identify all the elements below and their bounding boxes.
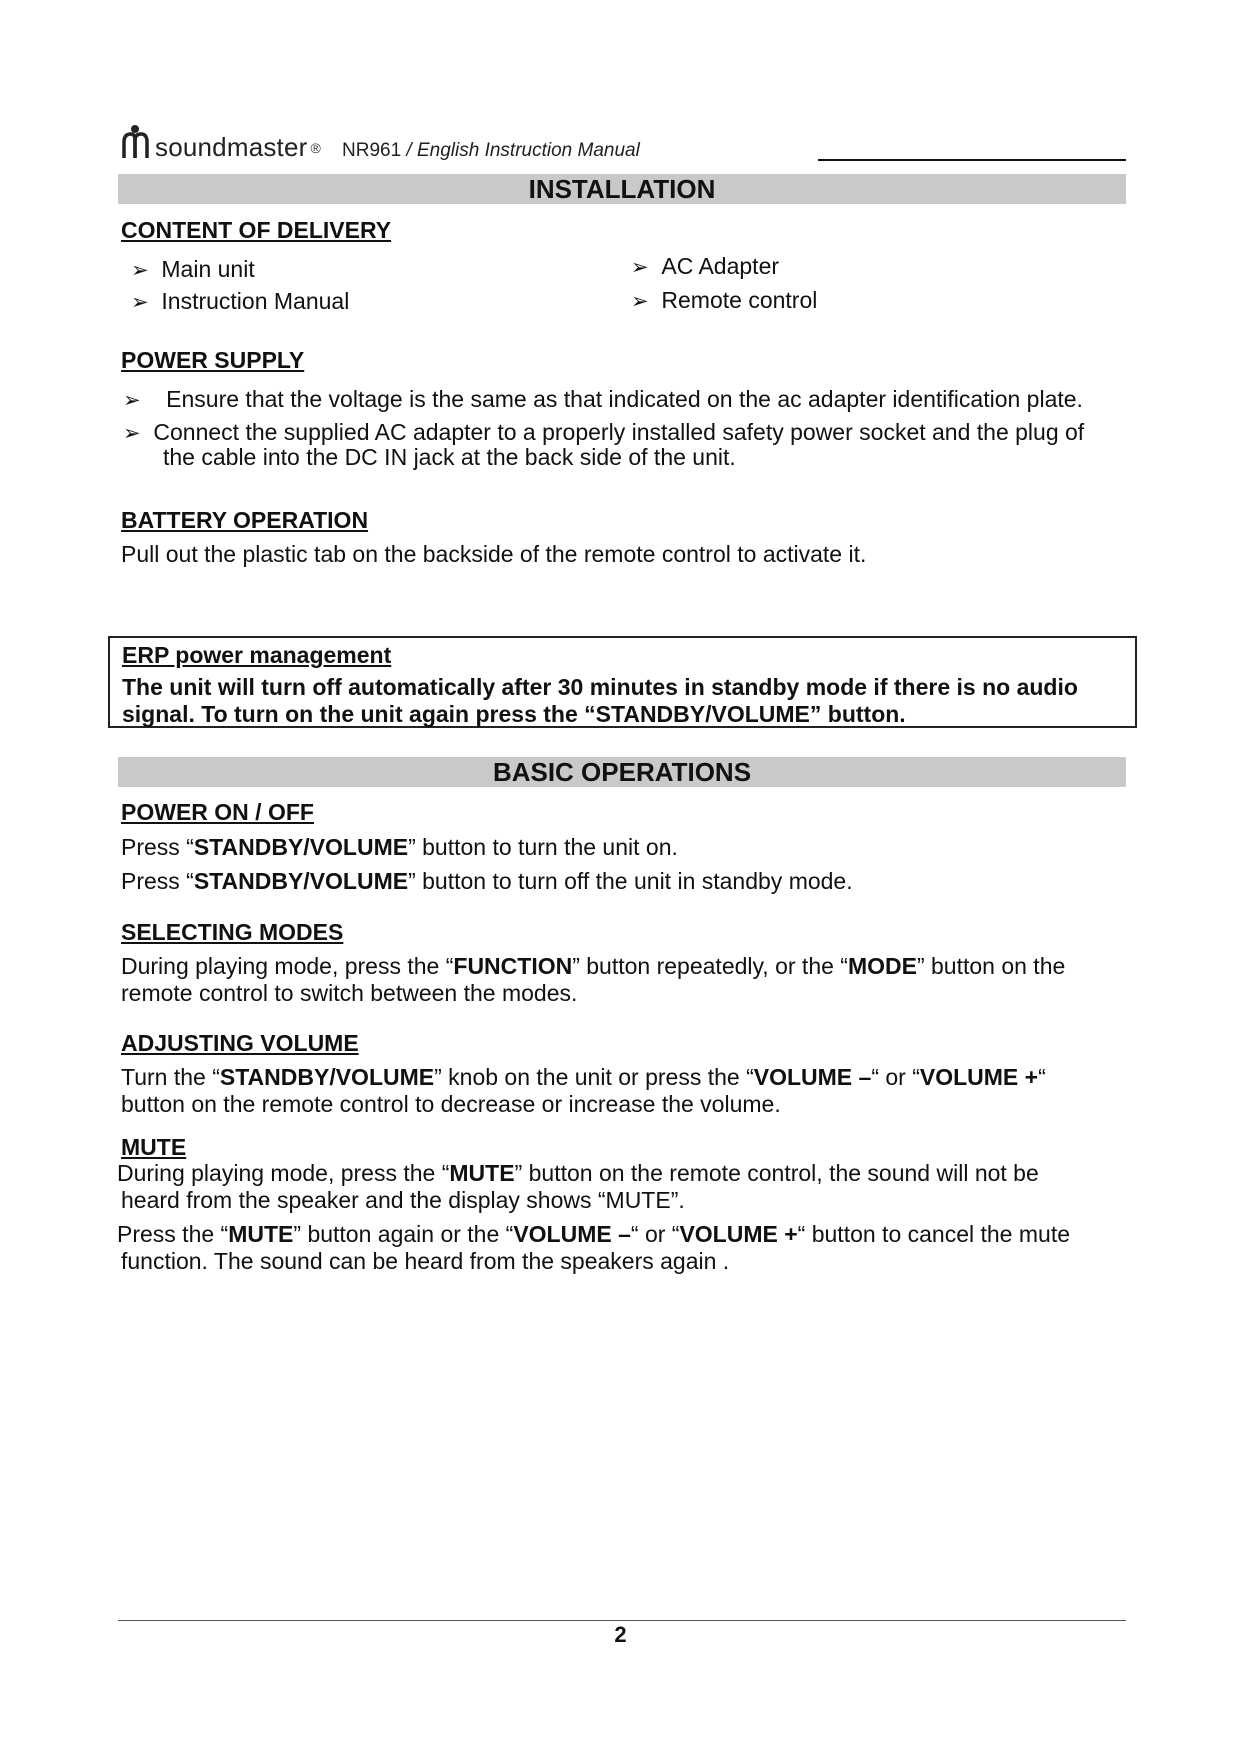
arrowhead-bullet-icon: ➢ (123, 422, 141, 445)
power-supply-heading: POWER SUPPLY (121, 347, 305, 373)
arrowhead-bullet-icon: ➢ (131, 259, 149, 282)
footer-rule (118, 1620, 1126, 1621)
header-rule (818, 159, 1126, 161)
delivery-item: ➢ AC Adapter (631, 253, 780, 279)
page-number: 2 (614, 1622, 627, 1647)
selecting-modes-heading: SELECTING MODES (121, 919, 344, 945)
installation-section-title: INSTALLATION (118, 174, 1126, 204)
basic-operations-section-title: BASIC OPERATIONS (118, 757, 1126, 787)
mute-cancel-text: Press the “MUTE” button again or the “VOLUME –“ or “VOLUME +“ button to cancel the mute (117, 1221, 1070, 1247)
brand-name: soundmaster (155, 132, 308, 162)
selecting-modes-text-cont: remote control to switch between the modes. (121, 980, 578, 1006)
soundmaster-logo-icon (121, 124, 149, 160)
adjusting-volume-text-cont: button on the remote control to decrease or increase the volume. (121, 1091, 781, 1117)
manual-title: / English Instruction Manual (401, 140, 640, 161)
power-off-text: Press “STANDBY/VOLUME” button to turn off the unit in standby mode. (121, 868, 853, 894)
selecting-modes-text: During playing mode, press the “FUNCTION” button repeatedly, or the “MODE” button on the (121, 953, 1066, 979)
erp-text-line: signal. To turn on the unit again press the “STANDBY/VOLUME” button. (122, 701, 906, 727)
arrowhead-bullet-icon: ➢ (123, 389, 141, 412)
power-supply-item: ➢ Ensure that the voltage is the same as that indicated on the ac adapter identification plate. (123, 386, 1083, 412)
erp-notice-box (108, 636, 1137, 728)
brand-logo (121, 118, 321, 160)
content-of-delivery-heading: CONTENT OF DELIVERY (121, 217, 392, 243)
delivery-item: ➢ Main unit (131, 256, 255, 282)
adjusting-volume-text: Turn the “STANDBY/VOLUME” knob on the unit or press the “VOLUME –“ or “VOLUME +“ (121, 1064, 1046, 1090)
arrowhead-bullet-icon: ➢ (131, 291, 149, 314)
mute-cancel-text-cont: function. The sound can be heard from the speakers again . (121, 1248, 730, 1274)
battery-operation-heading: BATTERY OPERATION (121, 507, 369, 533)
registered-mark: ® (310, 140, 321, 156)
power-on-off-heading: POWER ON / OFF (121, 799, 314, 825)
adjusting-volume-heading: ADJUSTING VOLUME (121, 1030, 359, 1056)
battery-operation-text: Pull out the plastic tab on the backside of the remote control to activate it. (121, 541, 867, 567)
model-title (342, 140, 640, 162)
delivery-item: ➢ Instruction Manual (131, 288, 350, 314)
erp-text-line: The unit will turn off automatically after 30 minutes in standby mode if there is no audio (122, 674, 1078, 700)
delivery-item: ➢ Remote control (631, 287, 818, 313)
power-supply-item: ➢ Connect the supplied AC adapter to a properly installed safety power socket and the plug of (123, 419, 1085, 445)
erp-heading: ERP power management (122, 642, 392, 668)
mute-text-cont: heard from the speaker and the display shows “MUTE”. (121, 1187, 685, 1213)
arrowhead-bullet-icon: ➢ (631, 256, 649, 279)
mute-heading: MUTE (121, 1134, 187, 1160)
arrowhead-bullet-icon: ➢ (631, 290, 649, 313)
mute-text: During playing mode, press the “MUTE” button on the remote control, the sound will not be (117, 1160, 1039, 1186)
power-supply-item-cont: the cable into the DC IN jack at the back side of the unit. (163, 444, 736, 470)
model-number: NR961 (342, 140, 402, 161)
power-on-text: Press “STANDBY/VOLUME” button to turn the unit on. (121, 834, 678, 860)
